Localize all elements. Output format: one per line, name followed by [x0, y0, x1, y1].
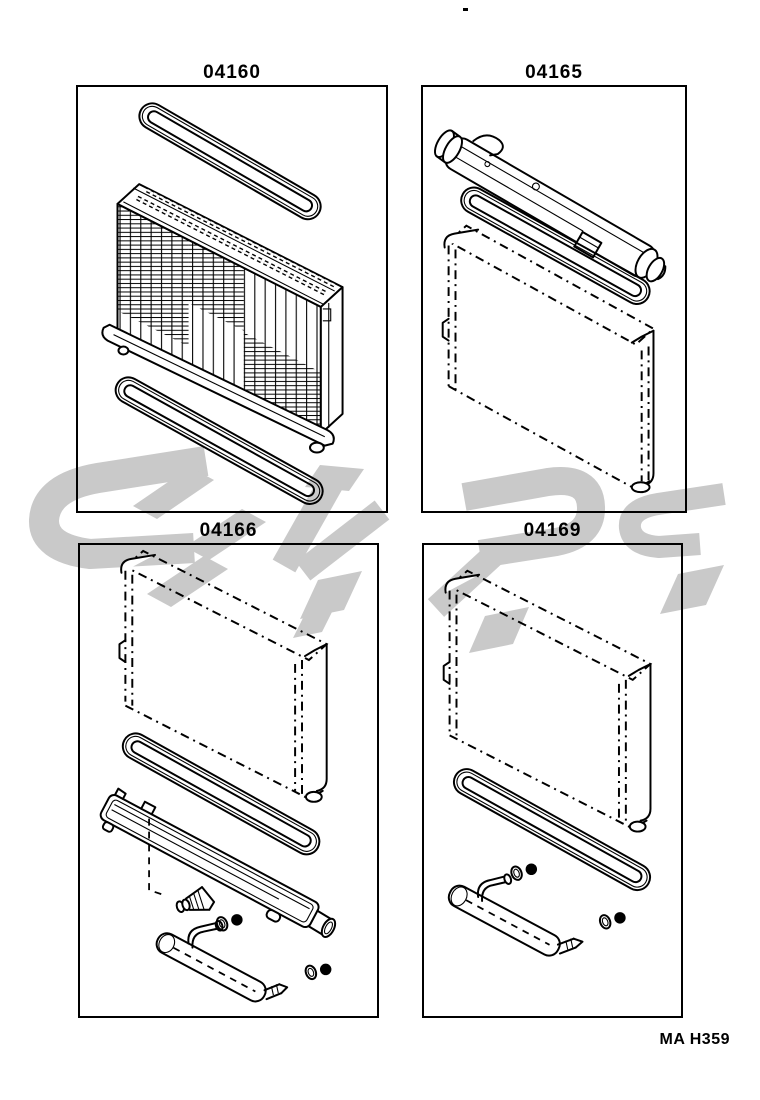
panel-label-04160: 04160 — [203, 62, 261, 83]
panel-04166 — [78, 543, 379, 1018]
scan-speck — [463, 8, 468, 11]
panel-label-04166: 04166 — [199, 520, 258, 541]
radiator-core-assembly — [102, 184, 342, 452]
o-ring-and-washer-lower — [304, 964, 332, 981]
o-ring-and-washer-upper — [509, 863, 537, 881]
drain-plug — [173, 885, 216, 919]
oil-cooler-pipe — [153, 920, 287, 1005]
panel-label-04169: 04169 — [523, 520, 582, 541]
figure-code: MA H359 — [659, 1031, 730, 1048]
panel-label-04165: 04165 — [525, 62, 583, 83]
o-ring-and-washer-lower — [598, 912, 626, 930]
o-ring-and-washer-upper — [215, 914, 243, 932]
core-reference-outline — [119, 551, 326, 802]
panel-04160 — [76, 85, 388, 513]
tank-gasket — [449, 764, 654, 894]
panel-04165 — [421, 85, 687, 513]
oil-cooler-pipe — [445, 873, 582, 959]
panel-04169 — [422, 543, 683, 1018]
